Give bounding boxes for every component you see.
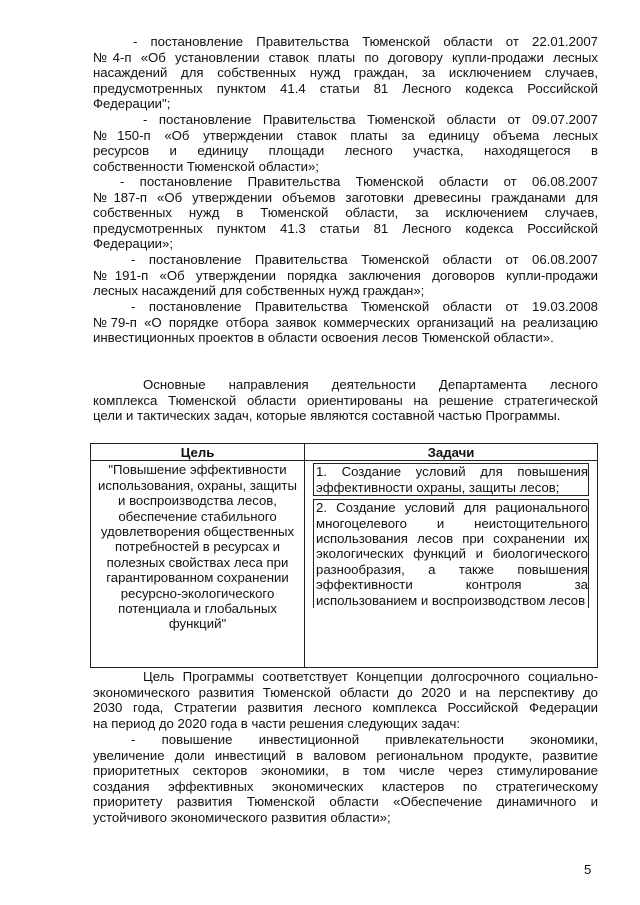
text-line: цели и тактических задач, которые являются составной частью Программы. (93, 408, 561, 424)
text-line: ресурсов и единицу площади лесного участка, находящегося в (93, 143, 598, 159)
text-line: - постановление Правительства Тюменской области от 22.01.2007 (133, 34, 598, 49)
text-line: предусмотренных пунктом 41.4 статьи 81 Лесного кодекса Российской (93, 80, 598, 96)
text-line: лесных насаждений для собственных нужд граждан»; (93, 283, 425, 299)
text-line: №191-п «Об утверждении порядка заключения договоров купли-продажи (93, 267, 598, 283)
text-line: устойчивого экономического развития области»; (93, 809, 391, 825)
tasks-cell (305, 461, 598, 668)
decree-item-4 (93, 252, 598, 299)
text-line: - постановление Правительства Тюменской области от 06.08.2007 (120, 174, 598, 189)
goal-text: "Повышение эффективности использования, охраны, защиты и воспроизводства лесов, обеспечение стабильного удовлетворения общественных потребностей в ресурсах и полезных свойствах леса при гарантированном сохранении ресурсно-экологического потенциала и глобальных функций" (98, 462, 297, 632)
text-line: предусмотренных пунктом 41.3 статьи 81 Лесного кодекса Российской (93, 220, 598, 236)
investment-list-item (93, 732, 598, 826)
text-line: экономического развития Тюменской области до 2020 и на перспективу до (93, 684, 598, 700)
text-line: №150-п «Об утверждении ставок платы за единицу объема лесных (93, 127, 598, 143)
decree-item-3 (93, 174, 598, 252)
text-line: №79-п «О порядке отбора заявок коммерческих организаций на реализацию (93, 314, 598, 330)
text-line: - постановление Правительства Тюменской области от 06.08.2007 (131, 252, 598, 267)
text-line: №187-п «Об утверждении объемов заготовки древесины гражданами для (93, 189, 598, 205)
task-item-1: 1. Создание условий для повышения эффективности охраны, защиты лесов; (313, 463, 589, 496)
text-line: увеличение доли инвестиций в валовом региональном продукте, развитие (93, 747, 598, 763)
text-line: №4-п «Об установлении ставок платы по договору купли-продажи лесных (93, 49, 598, 65)
table-header-row (91, 444, 598, 461)
column-header-goal: Цель (91, 444, 305, 461)
text-line: Основные направления деятельности Департамента лесного (143, 377, 598, 392)
column-header-tasks: Задачи (305, 444, 598, 461)
task-item-2: 2. Создание условий для рационального многоцелевого и неистощительного использования лесов при сохранении их экологических функций и биологического разнообразия, а также повышения эффективности контроля за использованием и воспроизводством лесов (313, 499, 589, 608)
text-line: на период до 2020 года в части решения следующих задач: (93, 715, 461, 731)
decree-item-1 (93, 34, 598, 112)
text-line: - повышение инвестиционной привлекательности экономики, (131, 732, 598, 747)
directions-paragraph (93, 377, 598, 424)
goals-tasks-table (90, 443, 598, 668)
text-line: насаждений для собственных нужд граждан, за исключением случаев, (93, 65, 598, 81)
page-number: 5 (584, 862, 592, 877)
text-line: - постановление Правительства Тюменской области от 19.03.2008 (131, 299, 598, 314)
text-line: - постановление Правительства Тюменской области от 09.07.2007 (143, 112, 598, 127)
text-line: Федерации"; (93, 96, 171, 112)
text-line: Цель Программы соответствует Концепции долгосрочного социально- (143, 669, 598, 684)
text-line: создания эффективных экономических кластеров по стратегическому (93, 778, 598, 794)
goal-cell (91, 461, 305, 668)
table-row (91, 461, 598, 668)
decree-item-5 (93, 299, 598, 346)
program-paragraph (93, 669, 598, 731)
text-line: собственности Тюменской области»; (93, 158, 319, 174)
text-line: приоритету развития Тюменской области «Обеспечение динамичного и (93, 794, 598, 810)
decree-item-2 (93, 112, 598, 174)
text-line: Федерации»; (93, 236, 174, 252)
text-line: 2030 года, Стратегии развития лесного комплекса Российской Федерации (93, 700, 598, 716)
text-line: приоритетных секторов экономики, в том числе через стимулирование (93, 763, 598, 779)
text-line: инвестиционных проектов в области освоения лесов Тюменской области». (93, 330, 554, 346)
text-line: собственных нужд в Тюменской области, за исключением случаев, (93, 205, 598, 221)
text-line: комплекса Тюменской области ориентированы на решение стратегической (93, 392, 598, 408)
